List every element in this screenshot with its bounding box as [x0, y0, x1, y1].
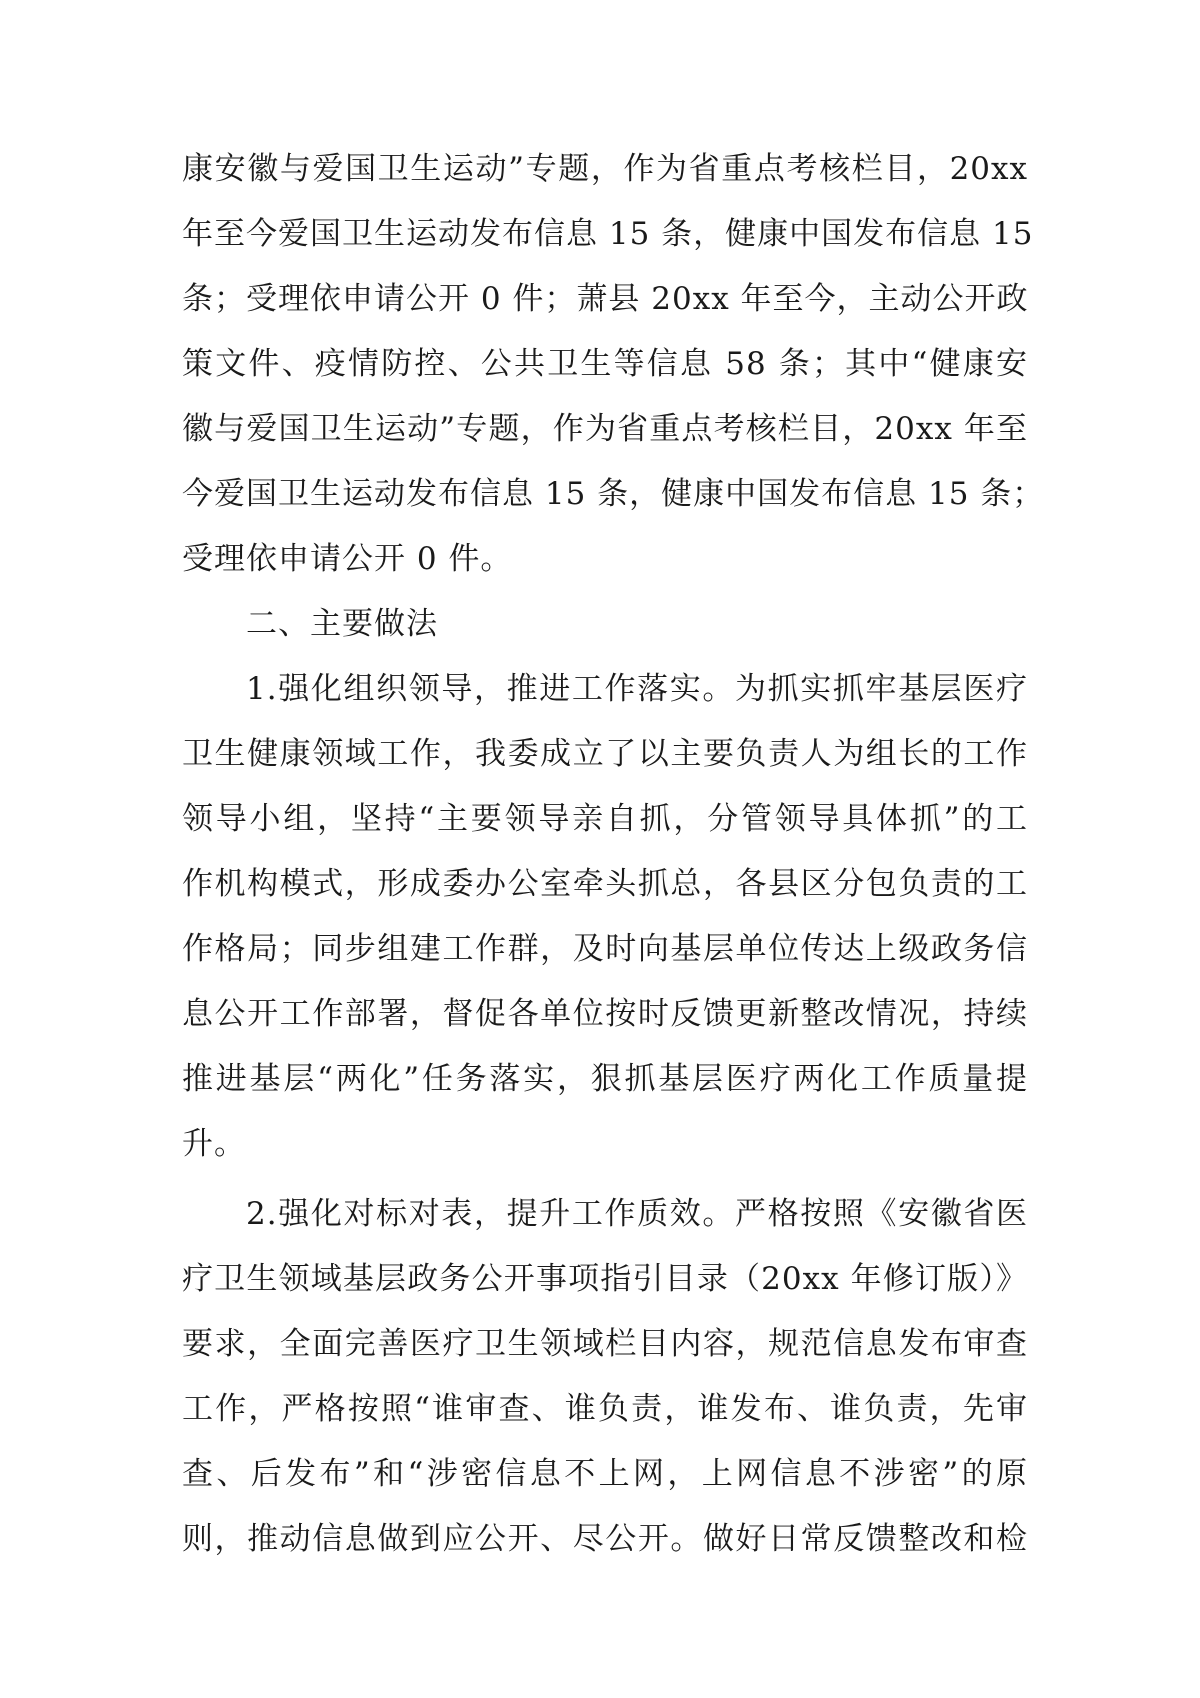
text-line: 作格局；同步组建工作群，及时向基层单位传达上级政务信 [182, 931, 1028, 967]
text-line: 受理依申请公开 0 件。 [182, 541, 513, 577]
paragraph-organization-leadership [182, 657, 1028, 1177]
paragraph-info-disclosure [182, 137, 1045, 592]
text-line: 升。 [182, 1126, 246, 1162]
text-line: 康安徽与爱国卫生运动”专题，作为省重点考核栏目，20xx [182, 151, 1028, 187]
text-line: 今爱国卫生运动发布信息 15 条，健康中国发布信息 15 条； [182, 476, 1045, 512]
text-line: 1.强化组织领导，推进工作落实。为抓实抓牢基层医疗 [246, 671, 1028, 707]
text-line: 卫生健康领域工作，我委成立了以主要负责人为组长的工作 [182, 736, 1028, 772]
text-line: 推进基层“两化”任务落实，狠抓基层医疗两化工作质量提 [182, 1061, 1028, 1097]
paragraph-benchmarking [182, 1182, 1028, 1572]
text-line: 领导小组，坚持“主要领导亲自抓，分管领导具体抓”的工 [182, 801, 1028, 837]
text-line: 则，推动信息做到应公开、尽公开。做好日常反馈整改和检 [182, 1521, 1028, 1557]
text-line: 要求，全面完善医疗卫生领域栏目内容，规范信息发布审查 [182, 1326, 1028, 1362]
text-line: 2.强化对标对表，提升工作质效。严格按照《安徽省医 [246, 1196, 1028, 1232]
text-line: 疗卫生领域基层政务公开事项指引目录（20xx 年修订版）》 [182, 1261, 1028, 1297]
text-line: 策文件、疫情防控、公共卫生等信息 58 条；其中“健康安 [182, 346, 1028, 382]
text-line: 条；受理依申请公开 0 件；萧县 20xx 年至今，主动公开政 [182, 281, 1029, 317]
text-line: 作机构模式，形成委办公室牵头抓总，各县区分包负责的工 [182, 866, 1028, 902]
text-line: 徽与爱国卫生运动”专题，作为省重点考核栏目，20xx 年至 [182, 411, 1028, 447]
text-line: 工作，严格按照“谁审查、谁负责，谁发布、谁负责，先审 [182, 1391, 1028, 1427]
document-body [182, 137, 1045, 1572]
section-heading: 二、主要做法 [246, 606, 438, 642]
text-line: 查、后发布”和“涉密信息不上网，上网信息不涉密”的原 [182, 1456, 1028, 1492]
text-line: 息公开工作部署，督促各单位按时反馈更新整改情况，持续 [182, 996, 1028, 1032]
text-line: 年至今爱国卫生运动发布信息 15 条，健康中国发布信息 15 [182, 216, 1034, 252]
